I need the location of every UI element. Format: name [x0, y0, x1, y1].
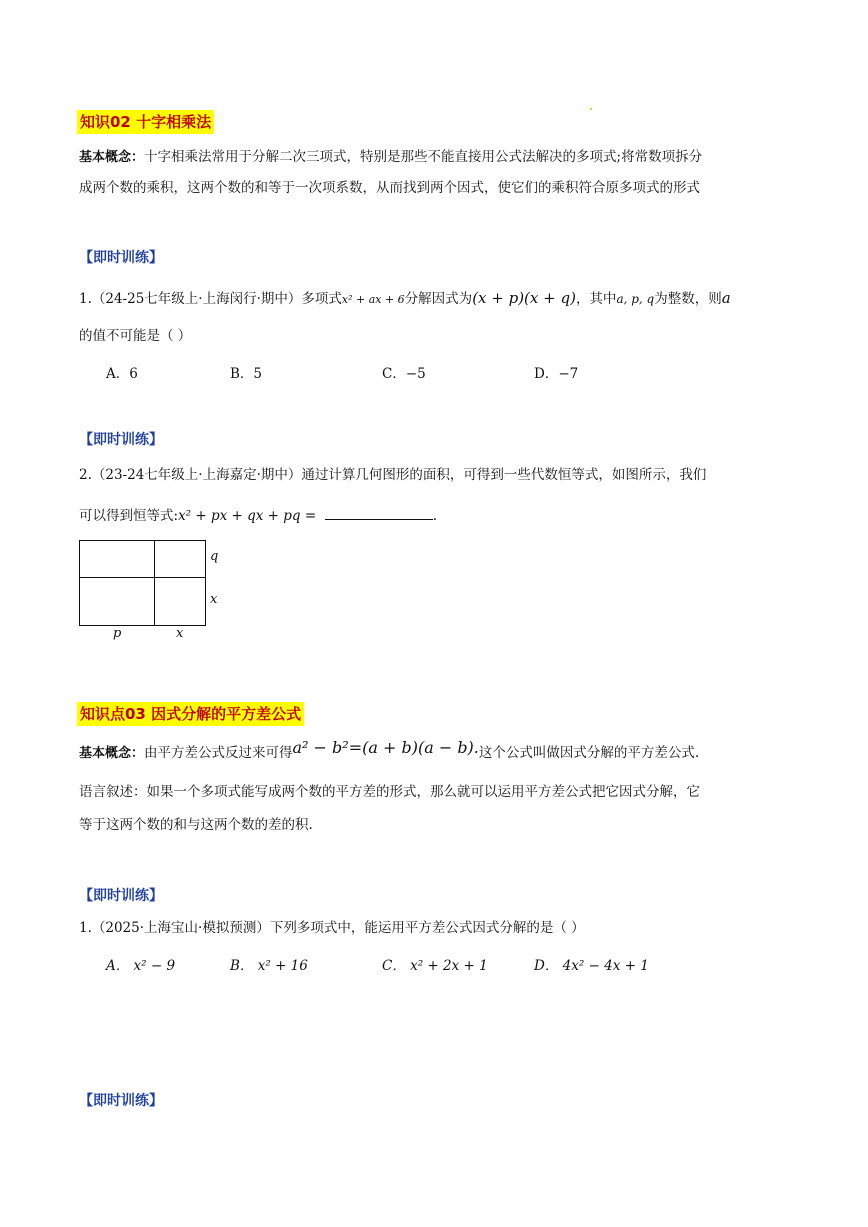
q1-prefix: 1.（24-25七年级上·上海闵行·期中）多项式 [79, 291, 342, 307]
concept-line-2: 成两个数的乘积，这两个数的和等于一次项系数，从而找到两个因式，使它们的乘积符合原多项式的形式 [79, 180, 700, 196]
figure-right-edge [205, 540, 206, 626]
concept-label: 基本概念： [79, 150, 145, 165]
question-1-line-1 [79, 288, 731, 310]
q2-line2-prefix: 可以得到恒等式: [79, 508, 179, 524]
q3-option-b[interactable] [230, 954, 308, 974]
figure-label-x-bottom: x [176, 626, 184, 641]
q3-option-b-text: B． x² + 16 [230, 958, 308, 974]
figure-bottom-edge [79, 625, 206, 626]
q3-option-d[interactable] [534, 954, 649, 974]
training-label-1: 【即时训练】 [79, 250, 163, 266]
training-label-2: 【即时训练】 [79, 432, 163, 448]
q1-mid: 分解因式为 [404, 291, 473, 307]
section-heading-difference-of-squares: 知识点03 因式分解的平方差公式 [77, 702, 304, 726]
figure-divider-edge [154, 540, 155, 626]
concept-paragraph-1 [79, 147, 702, 168]
figure-label-q: q [210, 549, 219, 564]
statement-line-2: 等于这两个数的和与这两个数的差的积. [79, 817, 313, 833]
q3-option-a[interactable] [106, 954, 175, 974]
q1-vars: a, p, q [616, 292, 655, 306]
q1-var-a: a [721, 289, 731, 307]
concept-paragraph-2 [79, 738, 700, 764]
concept-text-a: 由平方差公式反过来可得 [144, 745, 293, 761]
q2-answer-blank[interactable] [325, 505, 433, 520]
q1-mid3: 为整数，则 [654, 291, 722, 307]
q1-mid2: ，其中 [575, 291, 617, 307]
q3-option-c-text: C． x² + 2x + 1 [382, 958, 488, 974]
figure-left-edge [79, 540, 80, 626]
q3-option-d-text: D． 4x² − 4x + 1 [534, 958, 649, 974]
q1-option-c[interactable]: C．−5 [382, 366, 426, 382]
q1-polynomial: x² + ax + 6 [341, 293, 405, 306]
concept-line-1: 十字相乘法常用于分解二次三项式，特别是那些不能直接用公式法解决的多项式;将常数项拆分 [144, 149, 703, 165]
figure-middle-edge [79, 577, 206, 578]
concept-text-b: 这个公式叫做因式分解的平方差公式. [478, 745, 700, 761]
q1-factors: (x + p)(x + q) [472, 289, 576, 307]
decorative-dot [590, 108, 592, 110]
question-2-line-1: 2.（23-24七年级上·上海嘉定·期中）通过计算几何图形的面积，可得到一些代数恒等式，如图所示，我们 [79, 467, 707, 483]
statement-line-1: 语言叙述：如果一个多项式能写成两个数的平方差的形式，那么就可以运用平方差公式把它因式分解，它 [79, 784, 700, 800]
figure-label-p: p [113, 626, 122, 641]
q2-expression: x² + px + qx + pq = [178, 508, 317, 524]
question-2-line-2 [79, 505, 437, 526]
q2-line2-suffix: . [432, 508, 438, 524]
figure-label-x-right: x [210, 592, 218, 607]
question-1-line-2: 的值不可能是（ ） [79, 328, 192, 344]
q1-option-a[interactable]: A．6 [106, 366, 138, 382]
question-3-line-1: 1.（2025·上海宝山·模拟预测）下列多项式中，能运用平方差公式因式分解的是（ ） [79, 920, 585, 936]
difference-of-squares-formula: a² − b²=(a + b)(a − b). [292, 738, 479, 757]
training-label-3: 【即时训练】 [79, 888, 163, 904]
figure-top-edge [79, 540, 206, 541]
section-heading-cross-multiplication: 知识02 十字相乘法 [77, 110, 214, 134]
training-label-4: 【即时训练】 [79, 1093, 163, 1109]
q3-option-c[interactable] [382, 954, 488, 974]
q1-option-d[interactable]: D．−7 [534, 366, 579, 382]
q3-option-a-text: A． x² − 9 [106, 958, 176, 974]
q1-option-b[interactable]: B．5 [230, 366, 263, 382]
concept-label-2: 基本概念： [79, 746, 145, 761]
